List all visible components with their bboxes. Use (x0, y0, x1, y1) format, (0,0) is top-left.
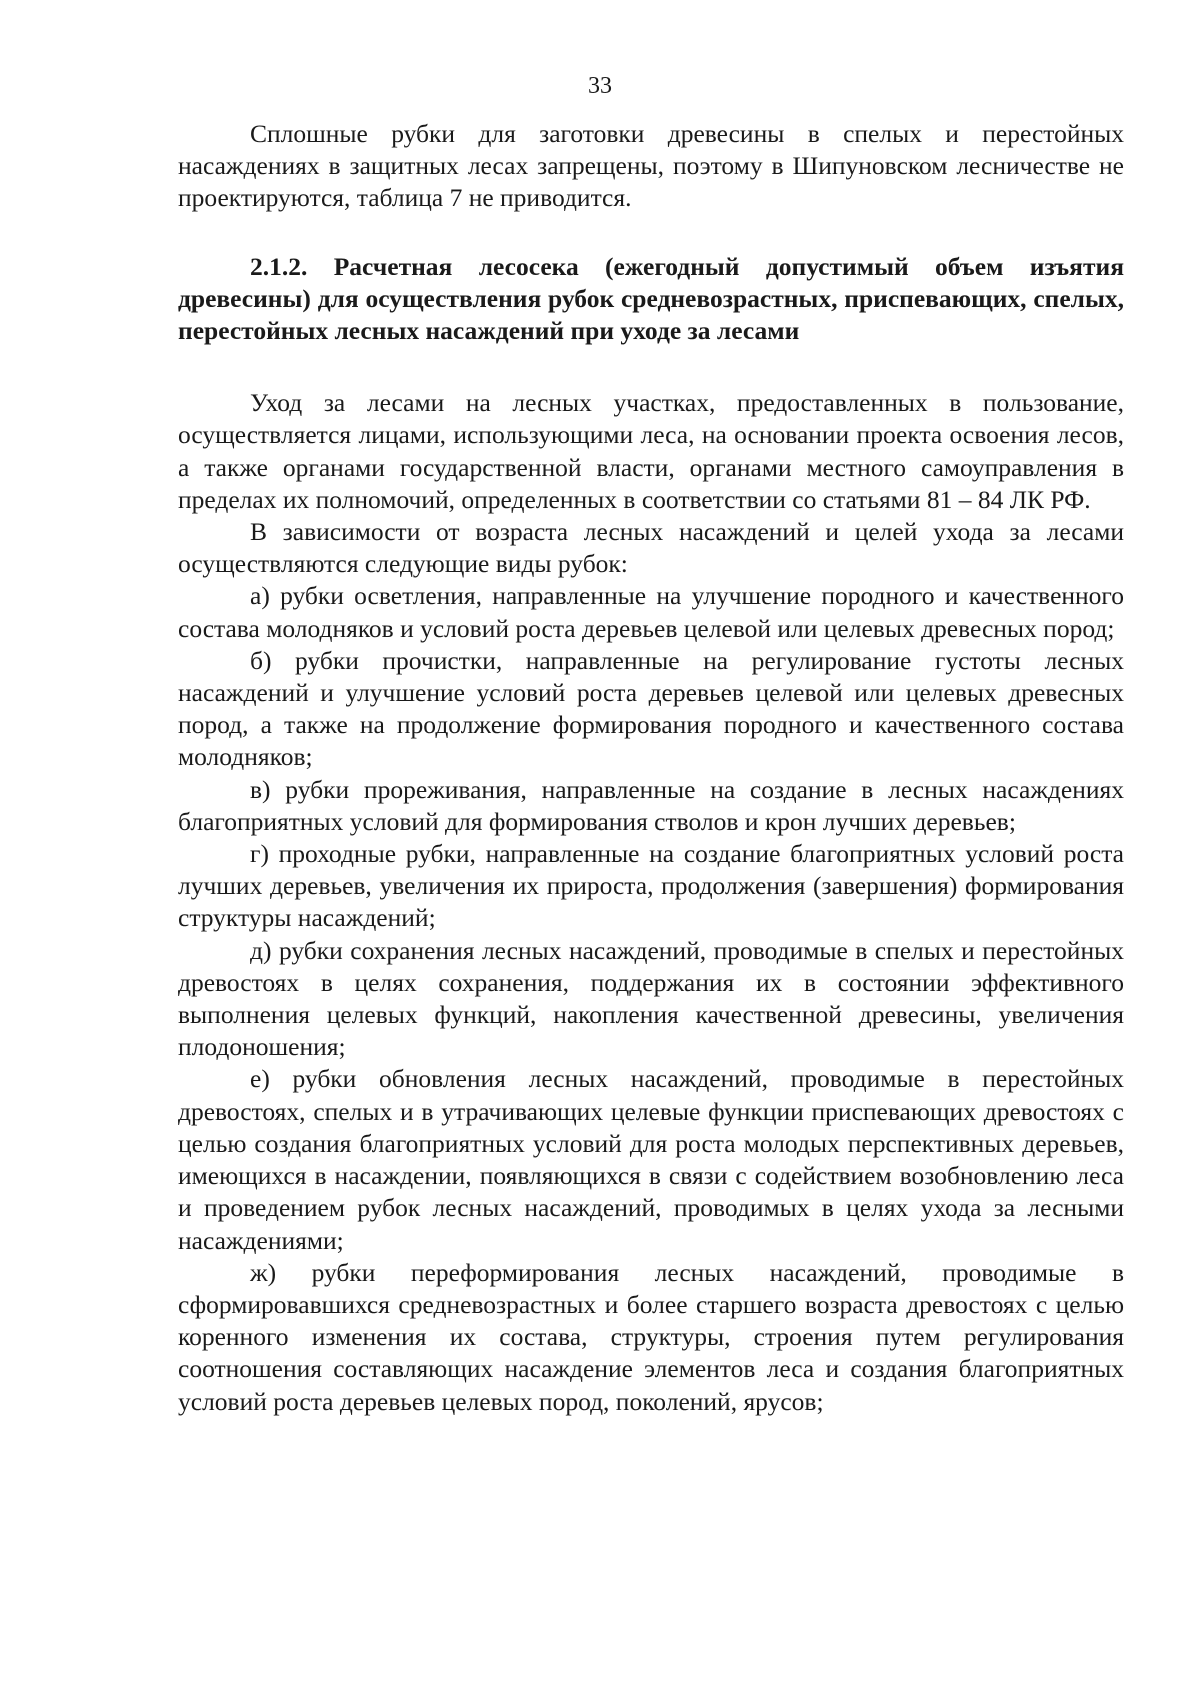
paragraph-forest-care: Уход за лесами на лесных участках, предоставленных в пользование, осуществляется лицами, использующими леса, на основании проекта освоения лесов, а также органами государственной власти, органами местного самоуправления в пределах их полномочий, определенных в соответствии со статьями 81 – 84 ЛК РФ. (178, 388, 1124, 514)
list-item-b: б) рубки прочистки, направленные на регулирование густоты лесных насаждений и улучшение условий роста деревьев целевой или целевых древесных пород, а также на продолжение формирования породного и качественного состава молодняков; (178, 645, 1124, 772)
page-number: 33 (588, 73, 612, 99)
list-item-v: в) рубки прореживания, направленные на создание в лесных насаждениях благоприятных условий для формирования стволов и крон лучших деревьев; (178, 774, 1124, 836)
paragraph-cutting-types-intro: В зависимости от возраста лесных насаждений и целей ухода за лесами осуществляются следующие виды рубок: (178, 517, 1124, 579)
section-heading: 2.1.2. Расчетная лесосека (ежегодный допустимый объем изъятия древесины) для осуществления рубок средневозрастных, приспевающих, спелых, перестойных лесных насаждений при уходе за лесами (178, 251, 1124, 346)
list-item-d: д) рубки сохранения лесных насаждений, проводимые в спелых и перестойных древостоях в целях сохранения, поддержания их в состоянии эффективного выполнения целевых функций, накопления качественной древесины, увеличения плодоношения; (178, 935, 1124, 1062)
intro-paragraph: Сплошные рубки для заготовки древесины в спелых и перестойных насаждениях в защитных лесах запрещены, поэтому в Шипуновском лесничестве не проектируются, таблица 7 не приводится. (178, 119, 1124, 213)
list-item-zh: ж) рубки переформирования лесных насаждений, проводимые в сформировавшихся средневозрастных и более старшего возраста древостоях с целью коренного изменения их состава, структуры, строения путем регулирования соотношения составляющих насаждение элементов леса и создания благоприятных условий роста деревьев целевых пород, поколений, ярусов; (178, 1257, 1124, 1416)
list-item-g: г) проходные рубки, направленные на создание благоприятных условий роста лучших деревьев, увеличения их прироста, продолжения (завершения) формирования структуры насаждений; (178, 839, 1124, 933)
list-item-e: е) рубки обновления лесных насаждений, проводимые в перестойных древостоях, спелых и в утрачивающих целевые функции приспевающих древостоях с целью создания благоприятных условий для роста молодых перспективных деревьев, имеющихся в насаждении, появляющихся в связи с содействием возобновлению леса и проведением рубок лесных насаждений, проводимых в целях ухода за лесными насаждениями; (178, 1064, 1124, 1255)
page-content (178, 118, 1124, 1418)
list-item-a: а) рубки осветления, направленные на улучшение породного и качественного состава молодняков и условий роста деревьев целевой или целевых древесных пород; (178, 581, 1124, 643)
